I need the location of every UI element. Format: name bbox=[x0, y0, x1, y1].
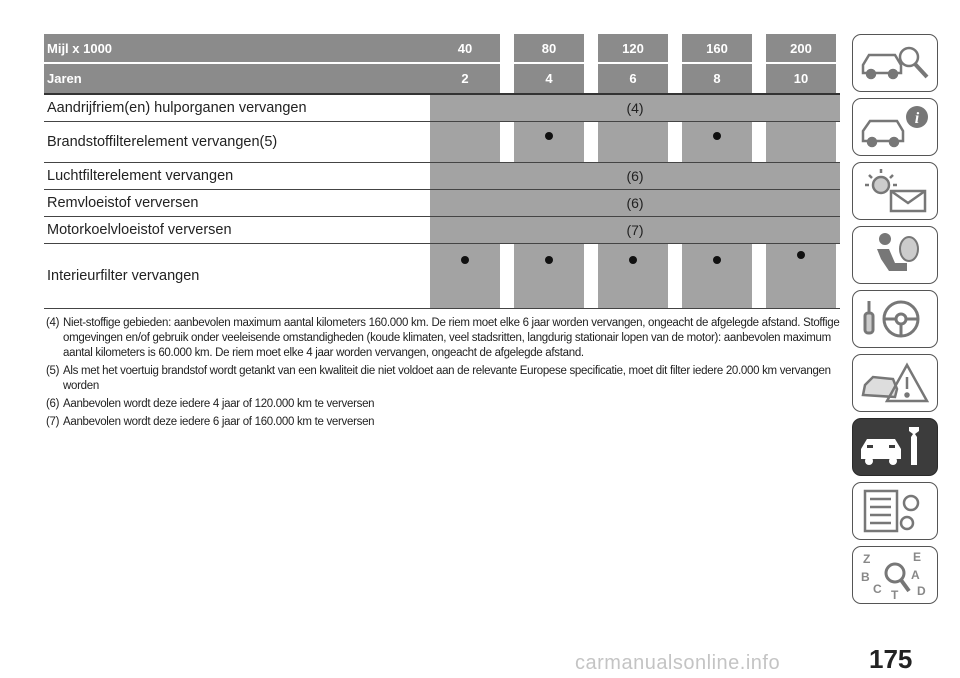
bullet-mark bbox=[461, 256, 469, 264]
header-cell: 2 bbox=[430, 64, 500, 93]
interval-cell bbox=[682, 244, 752, 308]
footnote bbox=[46, 316, 846, 361]
header-cell: 10 bbox=[766, 64, 836, 93]
footnote-number: (5) bbox=[46, 365, 60, 377]
bullet-mark bbox=[545, 132, 553, 140]
chapter-tab-safety[interactable] bbox=[852, 226, 938, 284]
footnote-number: (6) bbox=[46, 398, 60, 410]
chapter-tab-technical-data[interactable] bbox=[852, 482, 938, 540]
row-note: (6) bbox=[430, 163, 840, 189]
row-label: Luchtfilterelement vervangen bbox=[47, 168, 234, 184]
header-cell: 120 bbox=[598, 34, 668, 62]
index-letter: B bbox=[861, 570, 870, 584]
interval-cell bbox=[682, 122, 752, 162]
car-info-icon bbox=[855, 101, 935, 153]
table-row bbox=[44, 121, 840, 162]
seat-airbag-icon bbox=[855, 229, 935, 281]
bullet-mark bbox=[545, 256, 553, 264]
row-note: (6) bbox=[430, 190, 840, 216]
bullet-mark bbox=[713, 256, 721, 264]
chapter-tabs bbox=[852, 34, 940, 610]
footnote bbox=[46, 415, 846, 430]
row-label: Motorkoelvloeistof verversen bbox=[47, 222, 232, 238]
car-breakdown-warning-icon bbox=[855, 357, 935, 409]
chapter-tab-warning-lights[interactable] bbox=[852, 162, 938, 220]
index-letter: D bbox=[917, 584, 926, 598]
index-letter: A bbox=[911, 568, 920, 582]
chapter-tab-getting-to-know[interactable] bbox=[852, 34, 938, 92]
footnote-text: Aanbevolen wordt deze iedere 6 jaar of 160.000 km te verversen bbox=[63, 416, 375, 428]
bullet-mark bbox=[629, 256, 637, 264]
table-row bbox=[44, 216, 840, 243]
row-label: Remvloeistof verversen bbox=[47, 195, 199, 211]
table-row bbox=[44, 243, 840, 309]
header-cell: 40 bbox=[430, 34, 500, 62]
header-label-miles: Mijl x 1000 bbox=[44, 34, 430, 62]
chapter-tab-maintenance[interactable] bbox=[852, 418, 938, 476]
key-steering-wheel-icon bbox=[855, 293, 935, 345]
header-row-years bbox=[44, 64, 840, 93]
footnote bbox=[46, 397, 846, 412]
maintenance-table bbox=[44, 34, 840, 309]
footnote-number: (4) bbox=[46, 317, 60, 329]
index-letter: Z bbox=[863, 552, 871, 566]
header-cell: 160 bbox=[682, 34, 752, 62]
interval-cell bbox=[430, 122, 500, 162]
footnotes bbox=[46, 316, 846, 433]
index-letter: E bbox=[913, 550, 922, 564]
interval-cell bbox=[514, 244, 584, 308]
bullet-mark bbox=[713, 132, 721, 140]
row-note: (4) bbox=[430, 95, 840, 121]
interval-cell bbox=[598, 122, 668, 162]
table-row bbox=[44, 189, 840, 216]
bullet-mark bbox=[797, 251, 805, 259]
header-cell: 200 bbox=[766, 34, 836, 62]
header-cell: 80 bbox=[514, 34, 584, 62]
page-number: 175 bbox=[869, 644, 913, 674]
row-label: Interieurfilter vervangen bbox=[47, 268, 200, 284]
chapter-tab-index[interactable] bbox=[852, 546, 938, 604]
header-label-years: Jaren bbox=[44, 64, 430, 93]
index-search-icon bbox=[855, 549, 935, 601]
table-row bbox=[44, 93, 840, 121]
index-letter: C bbox=[873, 582, 882, 596]
footnote-text: Niet-stoffige gebieden: aanbevolen maximum aantal kilometers 160.000 km. De riem moet elke 6 jaar worden vervangen, ongeacht de afgelegde afstand. Stoffige omgevingen en/of gebruik onder veeleisende omstandigheden (koude klimaten, veel stadsritten, langdurig stationair lopen van de motor): aanbevolen maximum aantal kilometers is 60.000 km. De riem moet elke 4 jaar worden vervangen, ongeacht de afgelegde afstand. bbox=[63, 317, 840, 359]
header-cell: 6 bbox=[598, 64, 668, 93]
chapter-tab-emergency[interactable] bbox=[852, 354, 938, 412]
interval-cell bbox=[766, 244, 836, 308]
header-cell: 4 bbox=[514, 64, 584, 93]
watermark: carmanualsonline.info bbox=[575, 652, 781, 674]
chapter-tab-starting-driving[interactable] bbox=[852, 290, 938, 348]
footnote-text: Als met het voertuig brandstof wordt getankt van een kwaliteit die niet voldoet aan de relevante Europese specificatie, moet dit filter iedere 20.000 km vervangen worden bbox=[63, 365, 831, 392]
interval-cell bbox=[430, 244, 500, 308]
table-row bbox=[44, 162, 840, 189]
footnote-text: Aanbevolen wordt deze iedere 4 jaar of 120.000 km te verversen bbox=[63, 398, 375, 410]
interval-cell bbox=[766, 122, 836, 162]
footnote bbox=[46, 364, 846, 394]
header-row-miles bbox=[44, 34, 840, 62]
footnote-number: (7) bbox=[46, 416, 60, 428]
car-wrench-icon bbox=[855, 421, 935, 473]
index-letter: T bbox=[891, 588, 899, 601]
header-cell: 8 bbox=[682, 64, 752, 93]
spec-list-gear-icon bbox=[855, 485, 935, 537]
row-label: Aandrijfriem(en) hulporganen vervangen bbox=[47, 100, 307, 116]
interval-cell bbox=[598, 244, 668, 308]
chapter-tab-dashboard[interactable] bbox=[852, 98, 938, 156]
car-search-icon bbox=[855, 37, 935, 89]
row-label: Brandstoffilterelement vervangen(5) bbox=[47, 134, 278, 150]
interval-cell bbox=[514, 122, 584, 162]
warning-light-message-icon bbox=[855, 165, 935, 217]
svg-text:i: i bbox=[914, 110, 920, 127]
row-note: (7) bbox=[430, 217, 840, 243]
